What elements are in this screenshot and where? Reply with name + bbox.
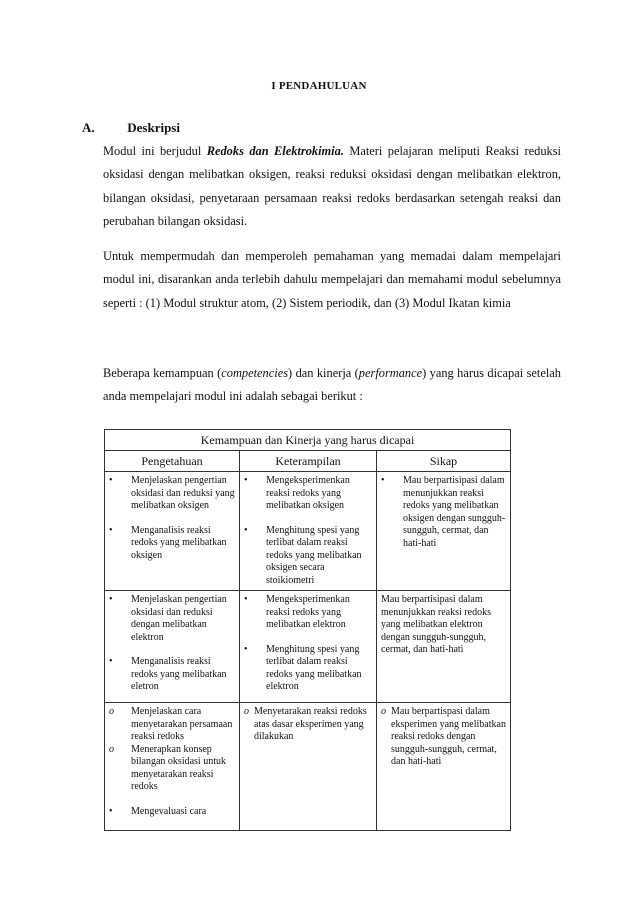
bullet-icon: • [244,594,248,605]
list-item: o Menjelaskan cara menyetarakan persamaan reaksi redoks [109,706,233,742]
list-item: • Menganalisis reaksi redoks yang melibatkan eletron [109,656,227,692]
bullet-icon: • [109,594,113,605]
table-cell [240,703,377,831]
paragraph-description [103,140,561,233]
table-cell [240,472,377,591]
paragraph-prerequisites: Untuk mempermudah dan memperoleh pemahaman yang memadai dalam mempelajari modul ini, disarankan anda terlebih dahulu mempelajari dan memahami modul sebelumnya seperti : (1) Modul struktur atom, (2) Sistem periodik, dan (3) Modul Ikatan kimia [103,249,561,310]
circle-bullet-icon: o [109,706,114,717]
paragraph-text: ) yang harus dicapai setelah anda mempelajari modul ini adalah sebagai berikut : [103,366,561,404]
table-cell [105,703,240,831]
paragraph-competencies [103,362,561,409]
table-caption: Kemampuan dan Kinerja yang harus dicapai [105,430,511,451]
table-cell [377,703,511,831]
list-item: • Mengeksperimenkan reaksi redoks yang melibatkan elektron [244,594,350,630]
bullet-icon: • [109,656,113,667]
circle-bullet-icon: o [381,706,386,717]
list-item: • Menghitung spesi yang terlibat dalam reaksi redoks yang melibatkan oksigen secara stoikiometri [244,524,362,586]
list-item: o Mau berpartispasi dalam eksperimen yang melibatkan reaksi redoks dengan sungguh-sungguh, cermat, dan hati-hati [381,706,506,767]
column-header-sikap: Sikap [377,451,511,472]
table-cell [105,472,240,591]
section-number: A. [82,120,95,135]
column-header-pengetahuan: Pengetahuan [105,451,240,472]
list-item: • Mau berpartisipasi dalam menunjukkan reaksi redoks yang melibatkan oksigen dengan sungguh-sungguh, cermat, dan hati-hati [381,475,506,549]
column-header-keterampilan: Keterampilan [240,451,377,472]
table-row [105,591,511,703]
list-item: • Mengeksperimenkan reaksi redoks yang melibatkan oksigen [244,475,350,511]
paragraph-text: Beberapa kemampuan ( [103,366,222,380]
bullet-icon: • [244,524,248,536]
circle-bullet-icon: o [109,743,114,755]
paragraph-text: Materi pelajaran meliputi Reaksi reduksi oksidasi dengan melibatkan oksigen, reaksi reduksi oksidasi dengan melibatkan elektron, bilangan oksidasi, penyetaraan persamaan reaksi redoks berdasarkan setengah reaksi dan perubahan bilangan oksidasi. [103,144,561,228]
table-cell [240,591,377,703]
table-row [105,703,511,831]
term-competencies: competencies [221,366,289,380]
competency-table [104,429,511,831]
circle-bullet-icon: o [244,706,249,717]
bullet-icon: • [244,643,248,655]
list-item: • Menjelaskan pengertian oksidasi dan reduksi dengan melibatkan elektron [109,594,227,643]
list-item: • Menghitung spesi yang terlibat dalam reaksi redoks yang melibatkan elektron [244,643,362,692]
list-item: • Menganalisis reaksi redoks yang melibatkan oksigen [109,524,227,561]
table-cell [377,472,511,591]
section-title: Deskripsi [127,120,180,135]
list-item: • Menjelaskan pengertian oksidasi dan reduksi yang melibatkan oksigen [109,475,235,511]
bullet-icon: • [244,475,248,486]
list-item: o Menyetarakan reaksi redoks atas dasar eksperimen yang dilakukan [244,706,367,742]
paragraph-text: Modul ini berjudul [103,144,207,158]
bullet-icon: • [381,475,385,486]
table-cell [377,591,511,703]
table-cell [105,591,240,703]
bullet-icon: • [109,524,113,536]
bullet-icon: • [109,475,113,486]
paragraph-text: ) dan kinerja ( [288,366,359,380]
page-title: I PENDAHULUAN [271,80,367,92]
term-performance: performance [358,366,423,380]
section-heading [82,120,180,136]
cell-text: Mau berpartisipasi dalam menunjukkan reaksi redoks yang melibatkan elektron dengan sungguh-sungguh, cermat, dan hati-hati [381,594,491,655]
module-title-emphasis: Redoks dan Elektrokimia. [206,144,344,158]
list-item: o Menerapkan konsep bilangan oksidasi untuk menyetarakan reaksi redoks [109,743,226,792]
table-row [105,472,511,591]
bullet-icon: • [109,805,113,817]
list-item: • Mengevaluasi cara [109,805,207,817]
